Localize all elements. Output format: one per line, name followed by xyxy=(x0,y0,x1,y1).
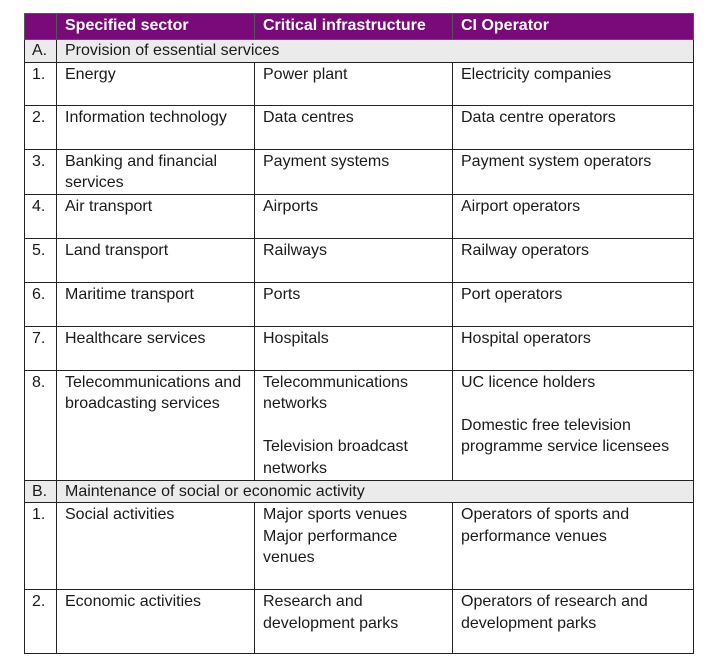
infra-item: Hospitals xyxy=(263,329,329,347)
infra-cell xyxy=(255,370,453,480)
sector-cell: Energy xyxy=(57,62,255,105)
operator-item: Port operators xyxy=(461,285,563,303)
operator-item: Operators of research and development parks xyxy=(461,593,648,632)
infra-cell xyxy=(255,62,453,105)
infra-item: Major performance venues xyxy=(263,527,398,566)
operator-item: Data centre operators xyxy=(461,108,616,126)
table-row xyxy=(25,326,694,370)
header-ci-operator: CI Operator xyxy=(453,14,694,40)
row-number: 1. xyxy=(25,503,57,590)
table-row xyxy=(25,149,694,194)
infra-item: Airports xyxy=(263,197,319,215)
infra-item: Major sports venues xyxy=(263,506,408,523)
section-row-a xyxy=(25,40,694,63)
infra-cell xyxy=(255,238,453,282)
sector-cell: Air transport xyxy=(57,194,255,238)
row-number: 5. xyxy=(25,238,57,282)
operator-item: Payment system operators xyxy=(461,152,652,170)
table-row xyxy=(25,238,694,282)
infra-cell xyxy=(255,590,453,654)
operator-cell xyxy=(453,105,694,149)
ci-table xyxy=(24,13,694,654)
sector-cell: Maritime transport xyxy=(57,282,255,326)
row-number: 6. xyxy=(25,282,57,326)
operator-cell xyxy=(453,370,694,480)
sector-cell: Healthcare services xyxy=(57,326,255,370)
row-number: 3. xyxy=(25,149,57,194)
sector-cell: Telecommunications and broadcasting services xyxy=(57,370,255,480)
infra-cell xyxy=(255,149,453,194)
operator-item: Domestic free television programme service licensees xyxy=(461,416,670,455)
row-number: 4. xyxy=(25,194,57,238)
operator-cell xyxy=(453,503,694,590)
sector-cell: Information technology xyxy=(57,105,255,149)
operator-cell xyxy=(453,590,694,654)
sector-cell: Social activities xyxy=(57,503,255,590)
operator-cell xyxy=(453,326,694,370)
table-row xyxy=(25,282,694,326)
section-title: Provision of essential services xyxy=(57,40,694,63)
operator-cell xyxy=(453,194,694,238)
table-row xyxy=(25,194,694,238)
header-critical-infrastructure: Critical infrastructure xyxy=(255,14,453,40)
infra-cell xyxy=(255,194,453,238)
infra-item: Data centres xyxy=(263,108,354,126)
operator-item: Hospital operators xyxy=(461,329,591,347)
row-number: 2. xyxy=(25,590,57,654)
operator-item: Operators of sports and performance venues xyxy=(461,506,630,545)
infra-cell xyxy=(255,105,453,149)
section-letter: B. xyxy=(25,480,57,503)
operator-item: Electricity companies xyxy=(461,65,612,83)
infra-item: Power plant xyxy=(263,65,348,83)
header-row xyxy=(25,14,694,40)
row-number: 7. xyxy=(25,326,57,370)
section-title: Maintenance of social or economic activity xyxy=(57,480,694,503)
operator-cell xyxy=(453,282,694,326)
header-specified-sector: Specified sector xyxy=(57,14,255,40)
row-number: 1. xyxy=(25,62,57,105)
infra-item: Research and development parks xyxy=(263,593,399,632)
operator-cell xyxy=(453,238,694,282)
infra-item: Ports xyxy=(263,285,301,303)
operator-item: UC licence holders xyxy=(461,373,596,391)
row-number: 8. xyxy=(25,370,57,480)
infra-item: Television broadcast networks xyxy=(263,438,408,477)
table-row xyxy=(25,105,694,149)
operator-cell xyxy=(453,149,694,194)
operator-cell xyxy=(453,62,694,105)
sector-cell: Economic activities xyxy=(57,590,255,654)
infra-cell xyxy=(255,503,453,590)
section-letter: A. xyxy=(25,40,57,63)
infra-item: Payment systems xyxy=(263,152,390,170)
infra-cell xyxy=(255,326,453,370)
operator-item: Airport operators xyxy=(461,197,581,215)
sector-cell: Banking and financial services xyxy=(57,149,255,194)
table-row xyxy=(25,590,694,654)
table-row xyxy=(25,503,694,590)
infra-item: Telecommunications networks xyxy=(263,373,408,412)
header-index xyxy=(25,14,57,40)
operator-item: Railway operators xyxy=(461,241,590,259)
row-number: 2. xyxy=(25,105,57,149)
section-row-b xyxy=(25,480,694,503)
table-row xyxy=(25,62,694,105)
sector-cell: Land transport xyxy=(57,238,255,282)
infra-cell xyxy=(255,282,453,326)
table-row xyxy=(25,370,694,480)
infra-item: Railways xyxy=(263,241,328,259)
